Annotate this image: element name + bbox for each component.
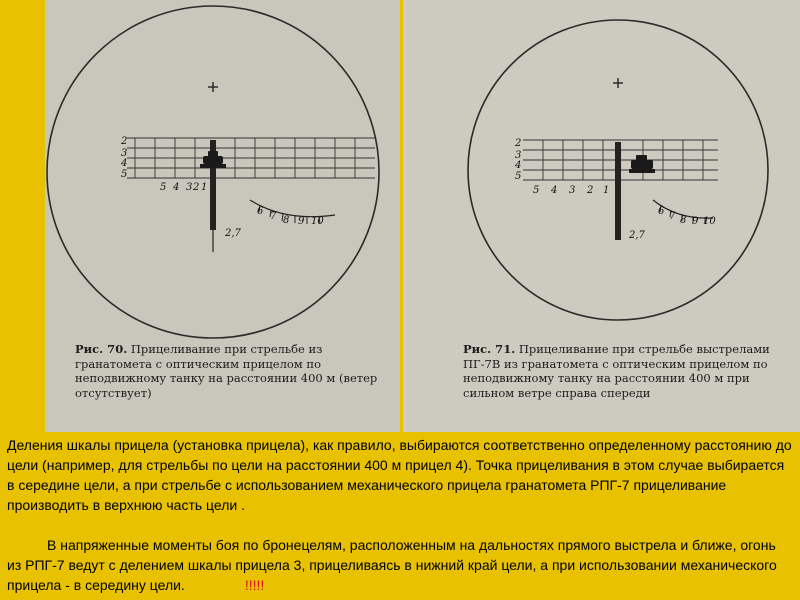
caption-text: Прицеливание при стрельбе из гранатомета с оптическим прицелом по неподвижному танку на расстоянии 400 м (ветер отсутствует) (75, 342, 378, 400)
figure-70-caption (75, 342, 395, 400)
vertical-number: 3 (515, 150, 522, 161)
tank-target (200, 151, 226, 168)
paragraph-text: В напряженные моменты боя по бронецелям, расположенным на дальностях прямого выстрела и ближе, огонь из РПГ-7 ведут с делением шкалы прицела 3, прицеливаясь в нижний край цели, а при использовании механического прицела - в середину цели. (7, 537, 777, 593)
figure-70-scan (45, 0, 400, 432)
distance-label: 2,7 (225, 228, 241, 239)
scale-number: 4 (551, 185, 558, 196)
caption-text: Прицеливание при стрельбе выстрелами ПГ-7В из гранатомета с оптическим прицелом по неподвижному танку на расстоянии 400 м при сильном ветре справа спереди (463, 342, 770, 400)
vertical-number: 5 (121, 169, 128, 180)
scale-number: 5 (160, 182, 167, 193)
tank-target (629, 155, 655, 173)
arc-number: 10 (703, 216, 716, 227)
arc-number: 8 (680, 215, 687, 226)
scale-number: 1 (201, 182, 208, 193)
figure-71-caption (463, 342, 793, 400)
vertical-number: 2 (515, 138, 522, 149)
arc-number: 7 (669, 211, 676, 222)
scale-number: 2 (193, 182, 200, 193)
caption-label: Рис. 70. (75, 342, 128, 356)
arc-number: 6 (257, 206, 264, 217)
caption-label: Рис. 71. (463, 342, 516, 356)
scale-number: 1 (603, 185, 610, 196)
arc-number: 9 (298, 216, 305, 227)
paragraph-sight-settings: Деления шкалы прицела (установка прицела), как правило, выбираются соответственно определенному расстоянию до цели (например, для стрельбы по цели на расстоянии 400 м прицел 4). Точка прицеливания в этом случае выбирается в середине цели, а при стрельбе с использованием механического прицела гранатомета РПГ-7 прицеливание производить в верхнюю часть цели . (7, 437, 792, 513)
arc-number: 7 (270, 211, 277, 222)
slide-body (0, 432, 800, 600)
arc-number: 8 (283, 215, 290, 226)
vertical-number: 5 (515, 171, 522, 182)
vertical-number: 4 (121, 158, 128, 169)
arc-number: 6 (658, 206, 665, 217)
alarm-marks: !!!!! (244, 577, 265, 593)
vertical-number: 2 (121, 136, 128, 147)
scale-number: 3 (186, 182, 193, 193)
distance-label: 2,7 (629, 230, 645, 241)
scale-number: 3 (569, 185, 576, 196)
scale-number: 4 (173, 182, 180, 193)
arc-number: 9 (692, 216, 699, 227)
vertical-number: 4 (515, 160, 522, 171)
paragraph-combat-moments (7, 535, 792, 595)
arc-number: 10 (311, 216, 324, 227)
vertical-post (615, 142, 621, 240)
scale-number: 2 (587, 185, 594, 196)
figure-71-scan (403, 0, 800, 432)
scale-number: 5 (533, 185, 540, 196)
range-grid (127, 138, 375, 178)
vertical-number: 3 (121, 148, 128, 159)
